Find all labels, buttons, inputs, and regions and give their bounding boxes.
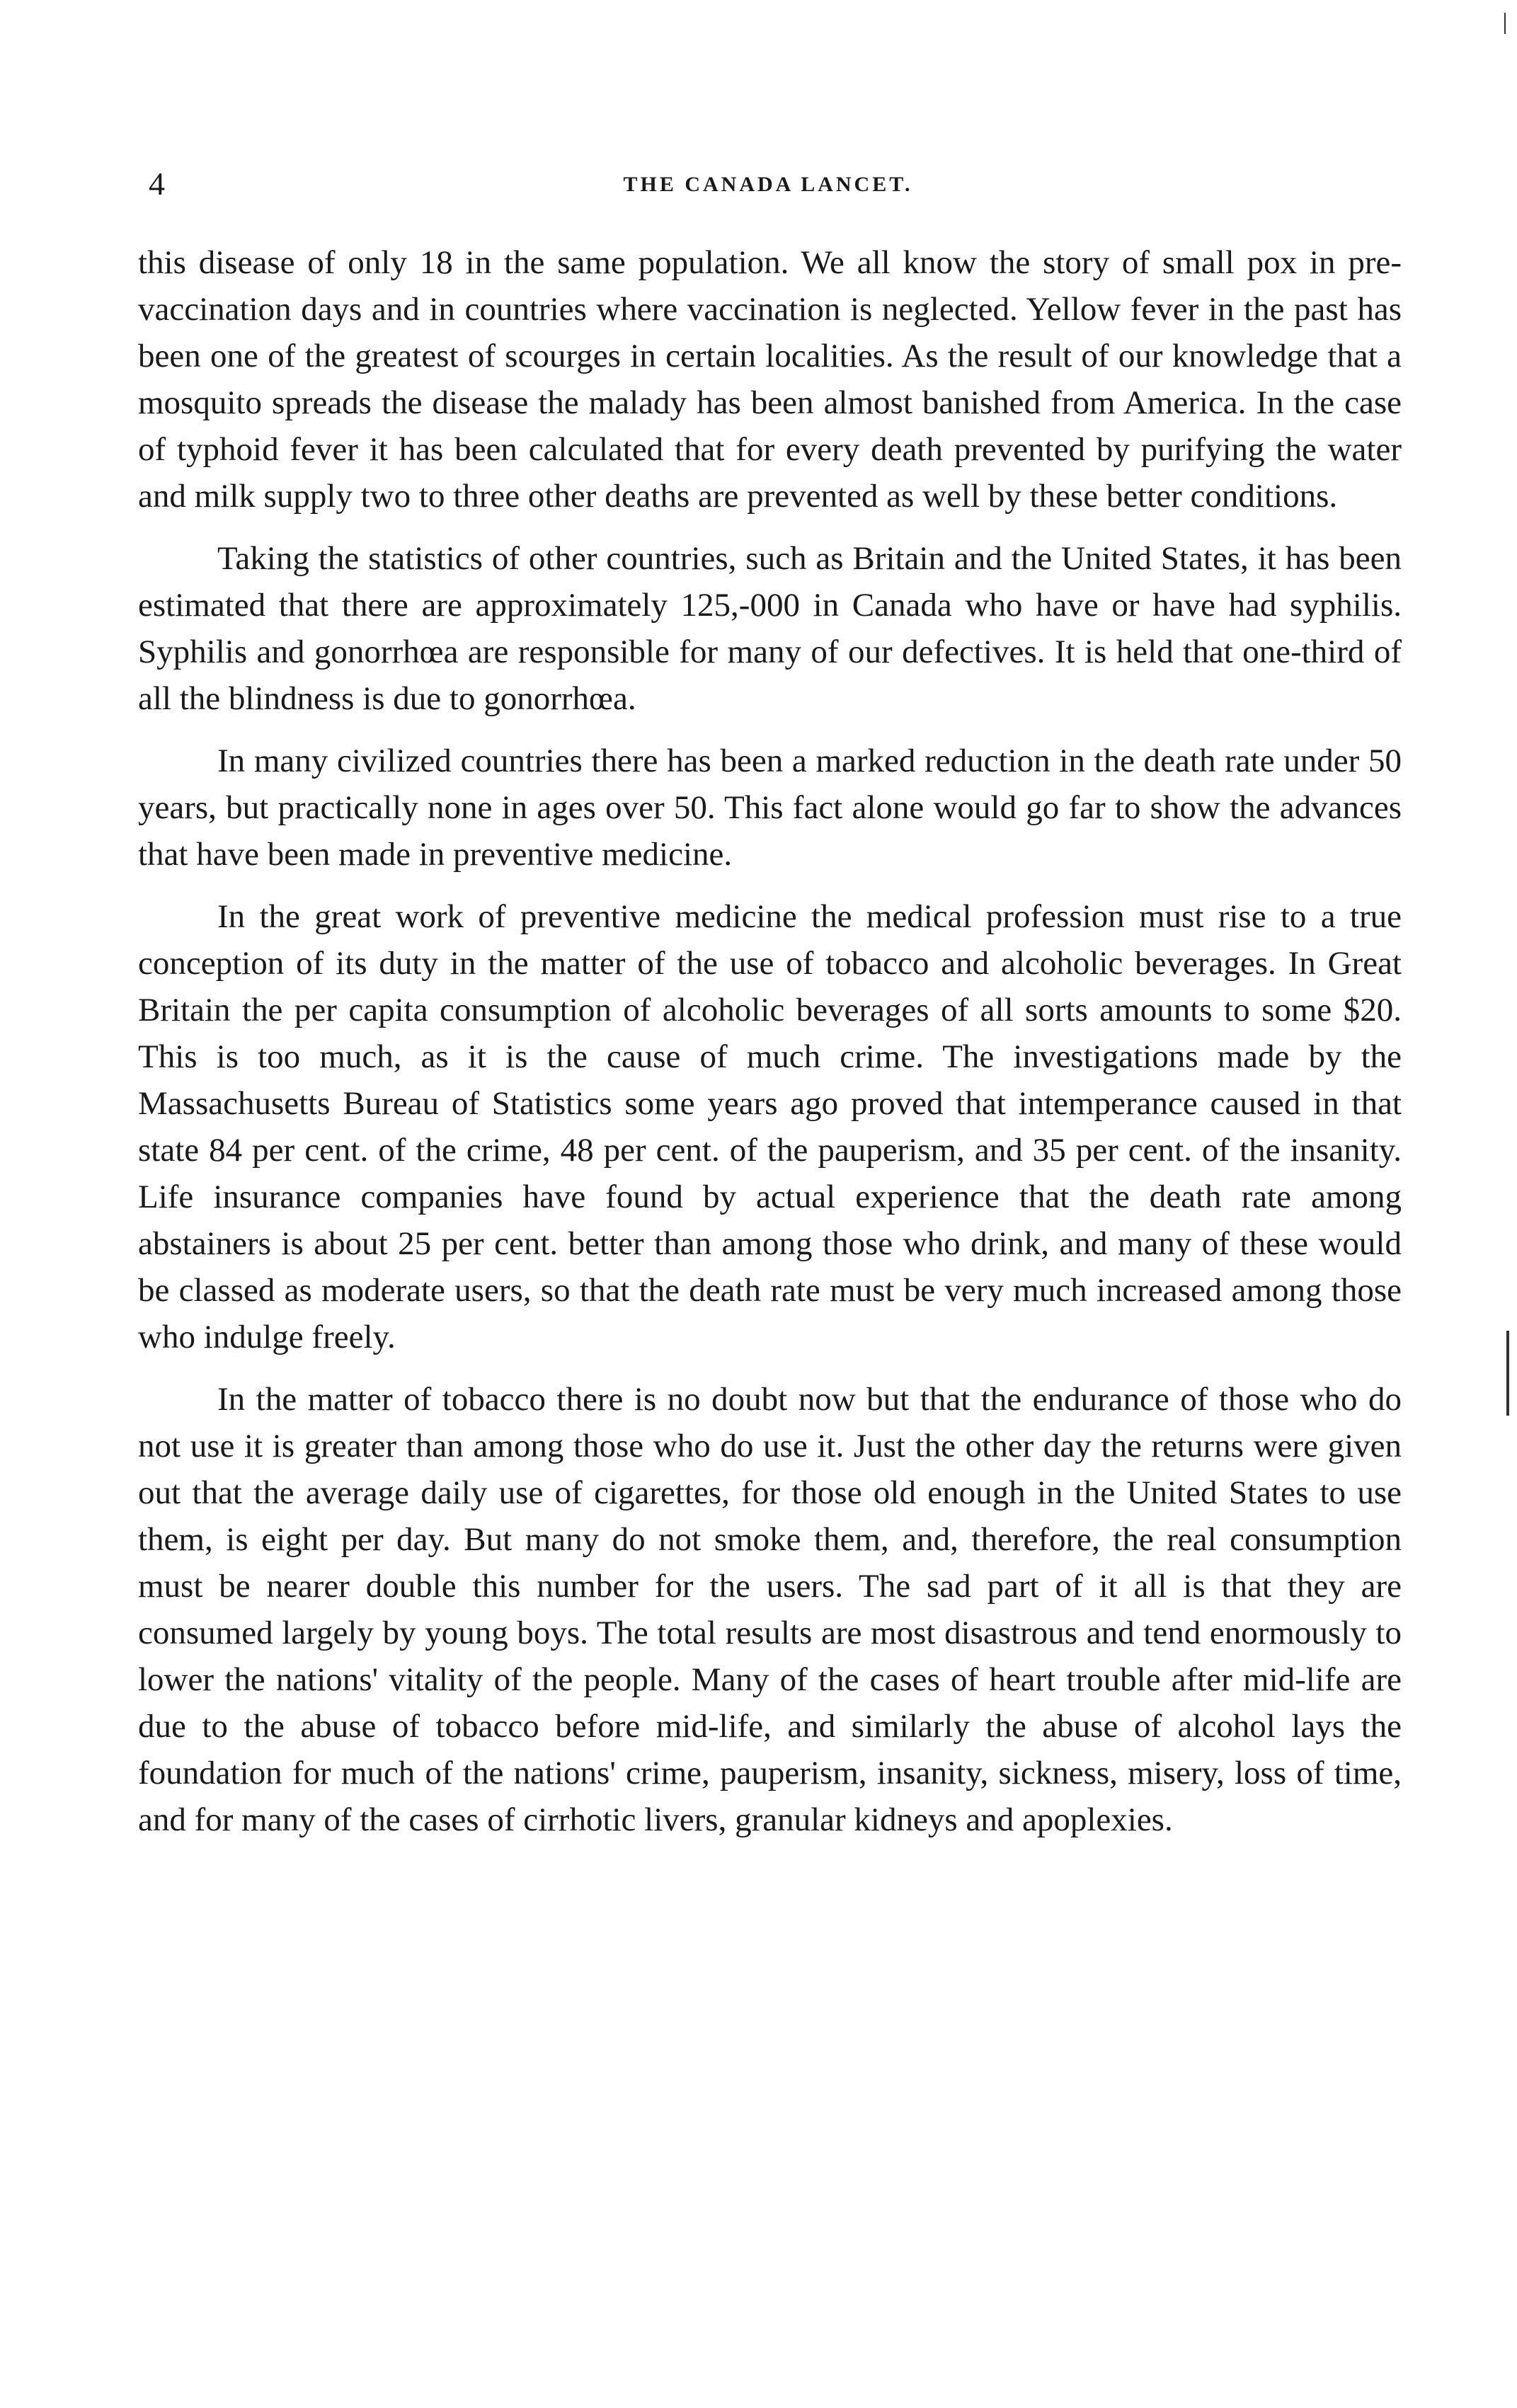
scan-artifact-bar <box>1506 1331 1509 1416</box>
paragraph-1: this disease of only 18 in the same population. We all know the story of small pox in pre-vaccination days and in countries where vaccination is neglected. Yellow fever in the past has been one of the greatest of scourges in certain localities. As the result of our knowledge that a mosquito spreads the disease the malady has been almost banished from America. In the case of typhoid fever it has been calculated that for every death prevented by purifying the water and milk supply two to three other deaths are prevented as well by these better conditions. <box>138 244 1402 515</box>
paragraph-5: In the matter of tobacco there is no doubt now but that the endurance of those who do not use it is greater than among those who do use it. Just the other day the returns were given out that the average daily use of cigarettes, for those old enough in the United States to use them, is eight per day. But many do not smoke them, and, therefore, the real consumption must be nearer double this number for the users. The sad part of it all is that they are consumed largely by young boys. The total results are most disastrous and tend enormously to lower the nations' vitality of the people. Many of the cases of heart trouble after mid-life are due to the abuse of tobacco before mid-life, and similarly the abuse of alcohol lays the foundation for much of the nations' crime, pauperism, insanity, sickness, misery, loss of time, and for many of the cases of cirrhotic livers, granular kidneys and apoplexies. <box>138 1381 1402 1838</box>
running-head: THE CANADA LANCET. <box>623 173 913 196</box>
paragraph-3: In many civilized countries there has been a marked reduction in the death rate under 50 years, but practically none in ages over 50. This fact alone would go far to show the advances that have been made in preventive medicine. <box>138 743 1402 873</box>
page-header <box>134 163 1402 212</box>
article-body <box>138 239 1402 1859</box>
page-number: 4 <box>149 166 165 202</box>
paragraph-4: In the great work of preventive medicine the medical profession must rise to a true conception of its duty in the matter of the use of tobacco and alcoholic beverages. In Great Britain the per capita consumption of alcoholic beverages of all sorts amounts to some $20. This is too much, as it is the cause of much crime. The investigations made by the Massachusetts Bureau of Statistics some years ago proved that intemperance caused in that state 84 per cent. of the crime, 48 per cent. of the pauperism, and 35 per cent. of the insanity. Life insurance companies have found by actual experience that the death rate among abstainers is about 25 per cent. better than among those who drink, and many of these would be classed as moderate users, so that the death rate must be very much increased among those who indulge freely. <box>138 898 1402 1355</box>
scan-artifact-mark <box>1504 13 1506 34</box>
paragraph-2: Taking the statistics of other countries, such as Britain and the United States, it has been estimated that there are approximately 125,-000 in Canada who have or have had syphilis. Syphilis and gonorrhœa are responsible for many of our defectives. It is held that one-third of all the blindness is due to gonorrhœa. <box>138 540 1402 717</box>
